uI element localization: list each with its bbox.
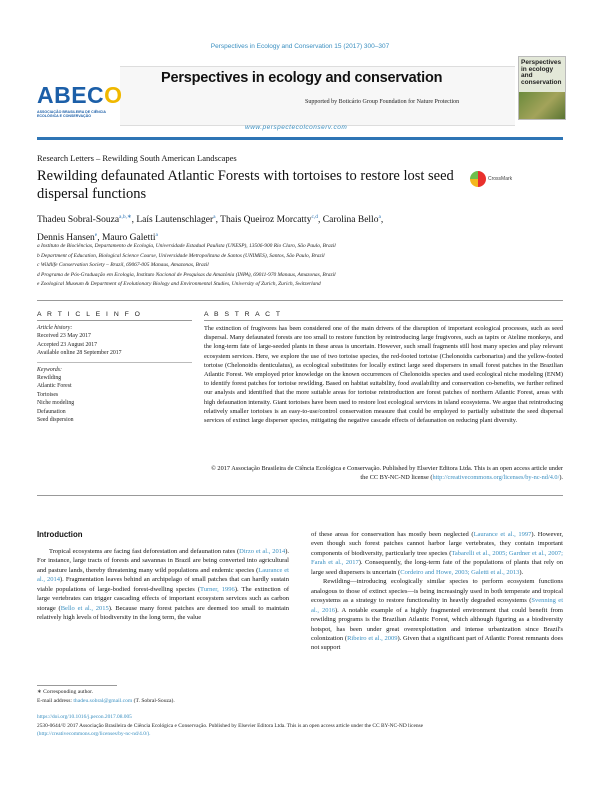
keyword: Tortoises xyxy=(37,391,59,398)
abstract-heading: A B S T R A C T xyxy=(204,311,282,318)
affiliation: c Wildlife Conservation Society – Brazil, 69067-005 Manaus, Amazonas, Brazil xyxy=(37,262,209,268)
crossmark-button[interactable] xyxy=(470,170,516,188)
body-text: Tropical ecosystems are facing fast deforestation and defaunation rates ( xyxy=(49,548,240,555)
logo-word-a: ABEC xyxy=(37,82,105,108)
author[interactable]: Thais Queiroz Morcatty xyxy=(220,215,312,226)
crossmark-icon xyxy=(470,171,486,187)
author-sup[interactable]: c,d xyxy=(311,214,319,220)
divider xyxy=(37,320,192,321)
paragraph xyxy=(311,577,563,653)
author[interactable]: Dennis Hansen xyxy=(37,233,95,244)
body-text: ). xyxy=(519,568,524,576)
keyword: Niche modeling xyxy=(37,400,75,407)
body-text: ). The extinction of large vertebrates can trigger cascading effects of important ecosystem services such as carbon storage ( xyxy=(37,585,289,612)
author[interactable]: Laís Lautenschlager xyxy=(136,215,214,226)
author-sep: , xyxy=(97,233,102,244)
author[interactable]: Mauro Galetti xyxy=(101,233,156,244)
journal-title: Perspectives in ecology and conservation xyxy=(161,70,443,86)
introduction-heading: Introduction xyxy=(37,530,83,539)
cover-photo xyxy=(519,92,565,120)
citation-link[interactable]: Bello et al., 2015 xyxy=(60,604,109,612)
keyword: Seed dispersion xyxy=(37,417,74,424)
author-sep: , xyxy=(215,215,221,226)
body-text: ). For instance, large tracts of forests and savannas in Brazil are being converted into agricultural and pasture lands, thereby threatening many wild populations and endemic species ( xyxy=(37,548,289,574)
footnote xyxy=(37,688,289,706)
citation-link[interactable]: Laurance et al., 1997 xyxy=(473,531,532,538)
history-accepted: Accepted 23 August 2017 xyxy=(37,341,98,348)
author-sup[interactable]: a xyxy=(155,232,158,239)
bottom-matter xyxy=(37,713,563,739)
email-link[interactable]: thadeu.sobral@gmail.com xyxy=(73,698,133,704)
body-text: ). Fragmentation leaves behind an archipelago of small patches that can hardly sustain viable populations of large-bodied forest-dwelling species ( xyxy=(37,576,289,593)
journal-cover-image xyxy=(518,56,566,120)
abstract-text: The extinction of frugivores has been considered one of the main drivers of the disruption of important ecological processes, such as seed dispersal. Many defaunated forests are too small to restore function by reintroducing large frugivores, such as tapirs or Ateline monkeys, and the long-term fate of large-seeded plants in these areas is uncertain. However, such small fragments still host many species and play relevant ecosystem services. Here, we explore the use of two tortoise species, the red-footed tortoise (Chelonoidis carbonarius) and the yellow-footed tortoise (Chelonoidis denticulatus), as ecological substitutes for locally extinct large seed dispersers in small forest patches in the Brazilian Atlantic Forest. We employed prior knowledge on the known occurrences of Chelonoidis species and used ecological niche modeling (ENM) to identify forest patches for tortoise rewilding. Based on habitat suitability, food availability and conservation co-benefits, we further refined our analysis and identified that the more suitable areas for tortoise reintroduction are forest patches of northern Atlantic Forest, areas with high defaunation intensity. Giant tortoises have been used to restore lost ecological services in island ecosystems. We argue that reintroducing relatively smaller tortoises is an easy-to-use/control conservation measure that could be employed to partially substitute the seed dispersal services of extinct large disperser species, mitigating the negative cascade effects of defaunation on reducing plant diversity. xyxy=(204,325,563,425)
citation-link[interactable]: Dirzo et al., 2014 xyxy=(239,548,286,555)
email-note: (T. Sobral-Souza). xyxy=(132,698,175,704)
copyright-end: ). xyxy=(559,474,563,482)
history-online: Available online 28 September 2017 xyxy=(37,350,122,357)
affiliation: e Zoological Museum & Department of Evolutionary Biology and Environmental Studies, University of Zurich, Zurich, Switzerland xyxy=(37,281,321,287)
logo-word-o: O xyxy=(104,82,123,108)
keyword: Defaunation xyxy=(37,408,66,415)
citation-link[interactable]: Svenning et al., 2016 xyxy=(311,597,563,614)
paragraph xyxy=(37,547,289,623)
article-info xyxy=(37,324,192,424)
body-text: Rewilding—introducing ecologically similar species to perform ecosystem functions analogous to those of extinct species—is being increasingly used in both temperate and tropical ecosystems as a strategy to restore functionality in heavily degraded ecosystems ( xyxy=(311,578,563,605)
body-text: ). A notable example of a highly fragmented environment that could benefit from rewilding programs is the Brazilian Atlantic Forest, which although figuring as a biodiversity hotspot, has been under great overexploitation and intense urbanization since Brazil's colonization ( xyxy=(311,606,563,642)
author[interactable]: Thadeu Sobral-Souza xyxy=(37,215,120,226)
body-column-left xyxy=(37,547,289,623)
abeco-logo xyxy=(37,82,123,119)
article-info-heading: A R T I C L E I N F O xyxy=(37,311,142,318)
article-section: Research Letters – Rewilding South American Landscapes xyxy=(37,153,237,163)
author-sup[interactable]: a xyxy=(213,214,216,220)
affiliation: d Programa de Pós-Graduação em Ecologia, Instituto Nacional de Pesquisas da Amazônia (INPA), 69011-970 Manaus, Amazonas, Brazil xyxy=(37,271,336,278)
author-sep: , xyxy=(318,215,323,226)
cover-title: Perspectives in ecology and conservation xyxy=(521,59,562,86)
corresponding-author: ∗ Corresponding author. xyxy=(37,689,94,695)
author-sup[interactable]: a xyxy=(378,214,381,220)
affiliation: b Department of Education, Biological Science Course, Universidade Metropolitana de Santos (UNIMES), Santos, São Paulo, Brazil xyxy=(37,252,325,259)
author-sep: , xyxy=(380,215,384,226)
supported-by: Supported by Boticário Group Foundation for Nature Protection xyxy=(305,99,460,105)
doi-link[interactable]: https://doi.org/10.1016/j.pecon.2017.08.005 xyxy=(37,714,132,720)
journal-website-link[interactable]: www.perspectecolconserv.com xyxy=(245,124,348,131)
crossmark-label: CrossMark xyxy=(488,175,513,182)
body-column-right xyxy=(311,530,563,653)
running-head[interactable]: Perspectives in Ecology and Conservation 15 (2017) 300–307 xyxy=(210,43,390,50)
history-received: Received 23 May 2017 xyxy=(37,333,91,340)
copyright-text: © 2017 Associação Brasileira de Ciência Ecológica e Conservação. Published by Elsevier Editora Ltda. This is an open access article under the CC BY-NC-ND license ( xyxy=(211,465,563,482)
keyword: Rewilding xyxy=(37,375,62,382)
citation-link[interactable]: Tabarelli et al., 2005; Gardner et al., 2007; Farah et al., 2017 xyxy=(311,549,563,567)
citation-link[interactable]: Ribeiro et al., 2009 xyxy=(347,634,398,642)
article-title: Rewilding defaunated Atlantic Forests with tortoises to restore lost seed dispersal functions xyxy=(37,168,454,202)
divider xyxy=(37,495,563,496)
keywords-label: Keywords: xyxy=(37,366,62,373)
body-text: ). Given that a significant part of Atlantic Forest remnants does not support xyxy=(311,634,563,652)
author-sup[interactable]: e xyxy=(94,232,98,239)
citation-link[interactable]: Turner, 1996 xyxy=(199,585,235,593)
body-text: of these areas for conservation has mostly been neglected ( xyxy=(311,531,474,538)
divider xyxy=(204,320,563,321)
license-link-bottom[interactable]: (http://creativecommons.org/licenses/by-nc-nd/4.0/). xyxy=(37,731,151,738)
citation-link[interactable]: Laurance et al., 2014 xyxy=(37,566,289,584)
divider xyxy=(37,362,192,363)
body-text: ). However, even though such forest patches cannot harbor large vertebrates, they contain important components of biodiversity, particularly tree species ( xyxy=(311,531,563,557)
logo-subtitle: ASSOCIAÇÃO BRASILEIRA DE CIÊNCIA ECOLÓGICA E CONSERVAÇÃO xyxy=(37,110,106,119)
body-text: ). Because many forest patches are deemed too small to maintain relatively high levels of biodiversity in the long term, the value xyxy=(37,604,290,622)
author[interactable]: Carolina Bello xyxy=(322,215,379,226)
email-label: E-mail address: xyxy=(37,698,74,704)
body-text: ). Consequently, the long-term fate of the populations of plants that rely on large seed dispersers is uncertain ( xyxy=(311,559,563,576)
author-list xyxy=(37,210,557,246)
citation-link[interactable]: Cordeiro and Howe, 2003; Galetti et al., 2013 xyxy=(400,568,520,576)
keyword: Atlantic Forest xyxy=(37,383,72,390)
author-sep: , xyxy=(131,215,137,226)
affiliation: a Instituto de Biociências, Departamento de Ecologia, Universidade Estadual Paulista (UNESP), 13506-900 Rio Claro, São Paulo, Brazil xyxy=(37,243,336,249)
affiliations xyxy=(37,242,557,290)
footnote-divider xyxy=(37,685,117,686)
header-divider xyxy=(37,137,563,140)
author-sup[interactable]: a,b,∗ xyxy=(119,214,132,220)
license-link[interactable]: http://creativecommons.org/licenses/by-nc-nd/4.0/ xyxy=(432,474,560,482)
history-label: Article history: xyxy=(37,325,73,331)
paragraph xyxy=(311,530,563,577)
divider xyxy=(37,300,563,301)
issn-line: 2530-0644/© 2017 Associação Brasileira de Ciência Ecológica e Conservação. Published by Elsevier Editora Ltda. This is an open access article under the CC BY-NC-ND license xyxy=(37,722,424,729)
copyright xyxy=(204,464,563,482)
